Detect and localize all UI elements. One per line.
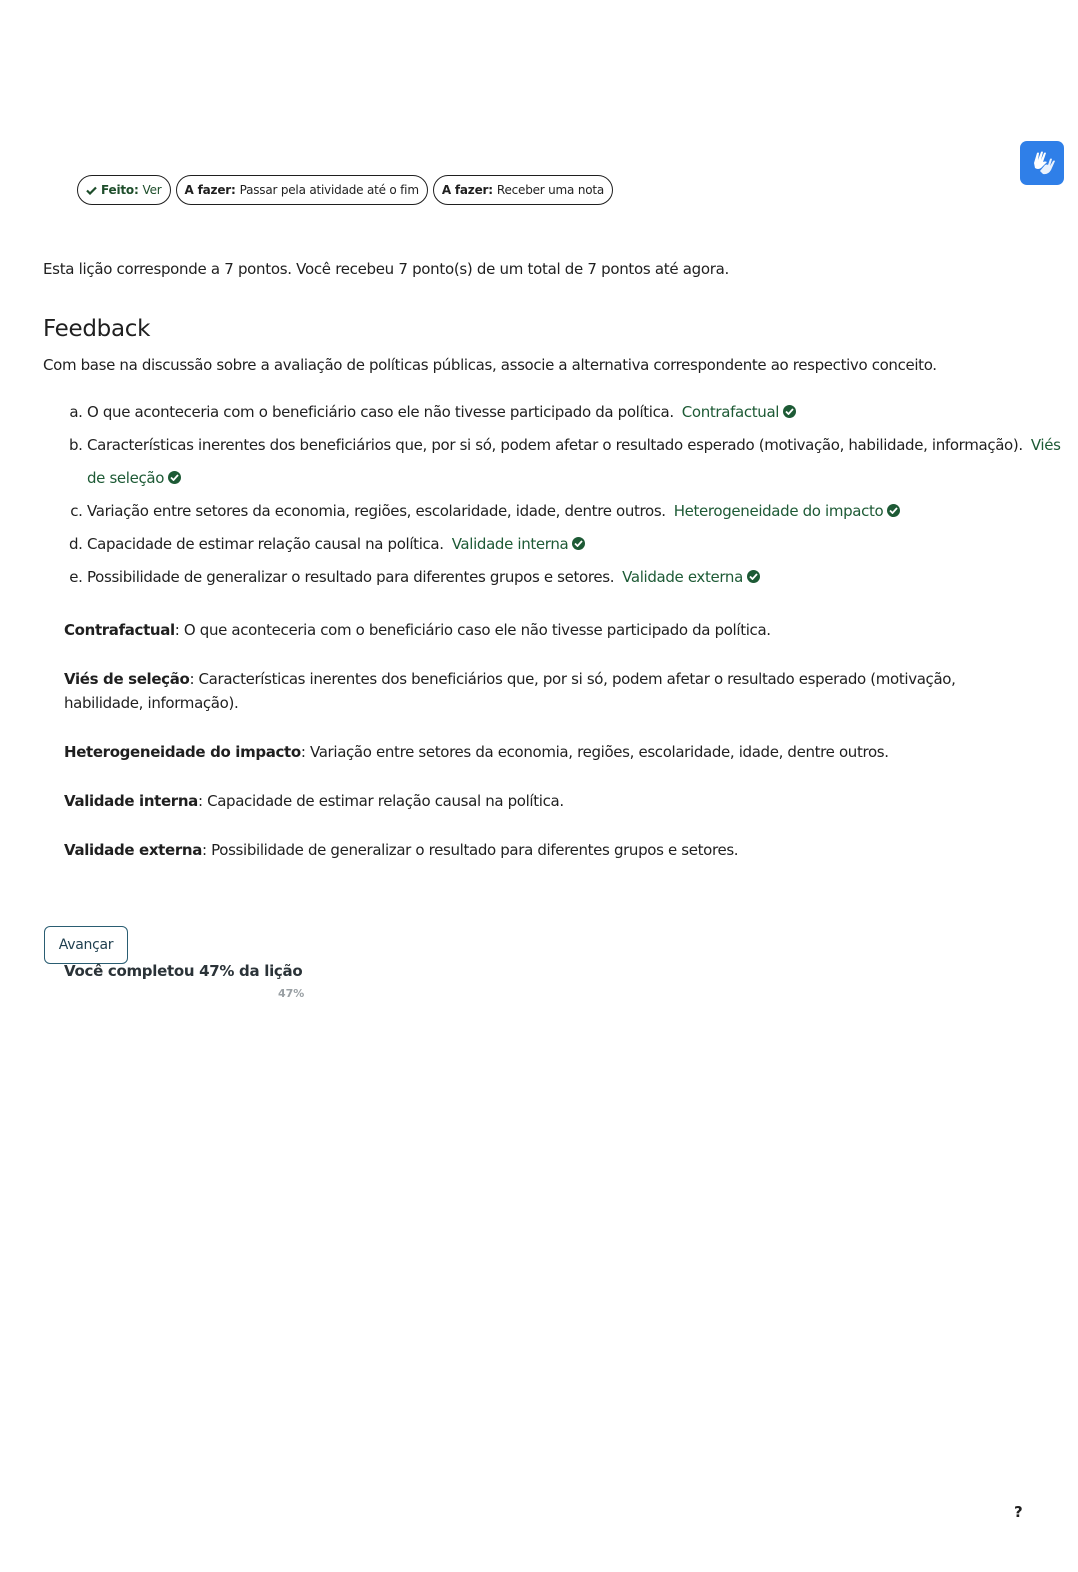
explanation-paragraph xyxy=(64,838,1024,862)
completion-todo-text: Receber uma nota xyxy=(496,183,605,197)
accessibility-button[interactable] xyxy=(1020,141,1064,185)
check-circle-icon xyxy=(747,570,760,583)
completion-todo-pill xyxy=(176,175,428,205)
completion-done-pill[interactable] xyxy=(77,175,171,205)
answer-value: Validade interna xyxy=(451,535,569,553)
answer-value: Validade externa xyxy=(622,568,743,586)
answer-value: Contrafactual xyxy=(681,403,780,421)
check-circle-icon xyxy=(572,537,585,550)
completion-done-label: Feito: xyxy=(101,183,139,197)
feedback-explanations xyxy=(64,618,1024,887)
points-text: Esta lição corresponde a 7 pontos. Você recebeu 7 ponto(s) de um total de 7 pontos até agora. xyxy=(43,260,729,278)
answer-item xyxy=(87,561,1077,594)
explanation-text: : Características inerentes dos beneficiários que, por si só, podem afetar o resultado esperado (motivação, habilidade, informação). xyxy=(64,670,956,712)
progress-text: Você completou 47% da lição xyxy=(64,962,303,980)
explanation-paragraph xyxy=(64,789,1024,813)
explanation-text: : Capacidade de estimar relação causal na política. xyxy=(197,792,564,810)
check-circle-icon xyxy=(168,471,181,484)
completion-todo-text: Passar pela atividade até o fim xyxy=(239,183,419,197)
answer-question: Capacidade de estimar relação causal na política. xyxy=(87,535,444,553)
explanation-term: Heterogeneidade do impacto xyxy=(64,743,301,761)
answer-item xyxy=(87,495,1077,528)
completion-done-text: Ver xyxy=(142,183,162,197)
explanation-text: : O que aconteceria com o beneficiário caso ele não tivesse participado da política. xyxy=(174,621,771,639)
explanation-paragraph xyxy=(64,740,1024,764)
explanation-term: Validade interna xyxy=(64,792,198,810)
answer-value: Heterogeneidade do impacto xyxy=(673,502,884,520)
explanation-term: Contrafactual xyxy=(64,621,175,639)
answer-question: Possibilidade de generalizar o resultado para diferentes grupos e setores. xyxy=(87,568,615,586)
explanation-text: : Variação entre setores da economia, regiões, escolaridade, idade, dentre outros. xyxy=(300,743,889,761)
activity-completion xyxy=(77,175,613,205)
answer-item xyxy=(87,396,1077,429)
sign-language-icon xyxy=(1028,149,1056,177)
answer-item xyxy=(87,528,1077,561)
advance-button[interactable]: Avançar xyxy=(44,926,128,964)
answer-question: Características inerentes dos beneficiários que, por si só, podem afetar o resultado esperado (motivação, habilidade, informação). xyxy=(87,436,1023,454)
completion-todo-label: A fazer: xyxy=(184,183,236,197)
answer-question: O que aconteceria com o beneficiário caso ele não tivesse participado da política. xyxy=(87,403,674,421)
explanation-term: Validade externa xyxy=(64,841,202,859)
completion-todo-label: A fazer: xyxy=(441,183,493,197)
explanation-paragraph xyxy=(64,618,1024,642)
check-circle-icon xyxy=(783,405,796,418)
feedback-intro: Com base na discussão sobre a avaliação de políticas públicas, associe a alternativa correspondente ao respectivo conceito. xyxy=(43,356,937,374)
completion-todo-pill xyxy=(433,175,613,205)
explanation-paragraph xyxy=(64,667,1024,715)
check-icon xyxy=(86,186,97,195)
answer-item xyxy=(87,429,1077,495)
answer-list xyxy=(43,396,1077,594)
explanation-text: : Possibilidade de generalizar o resultado para diferentes grupos e setores. xyxy=(201,841,739,859)
check-circle-icon xyxy=(887,504,900,517)
answer-value: Viés de seleção xyxy=(87,436,1061,487)
feedback-title: Feedback xyxy=(43,316,151,342)
answer-question: Variação entre setores da economia, regiões, escolaridade, idade, dentre outros. xyxy=(87,502,666,520)
progress-bar-fill xyxy=(64,984,186,1002)
progress-percent: 47% xyxy=(278,987,305,1000)
explanation-term: Viés de seleção xyxy=(64,670,190,688)
help-button[interactable]: ? xyxy=(1014,1503,1023,1521)
